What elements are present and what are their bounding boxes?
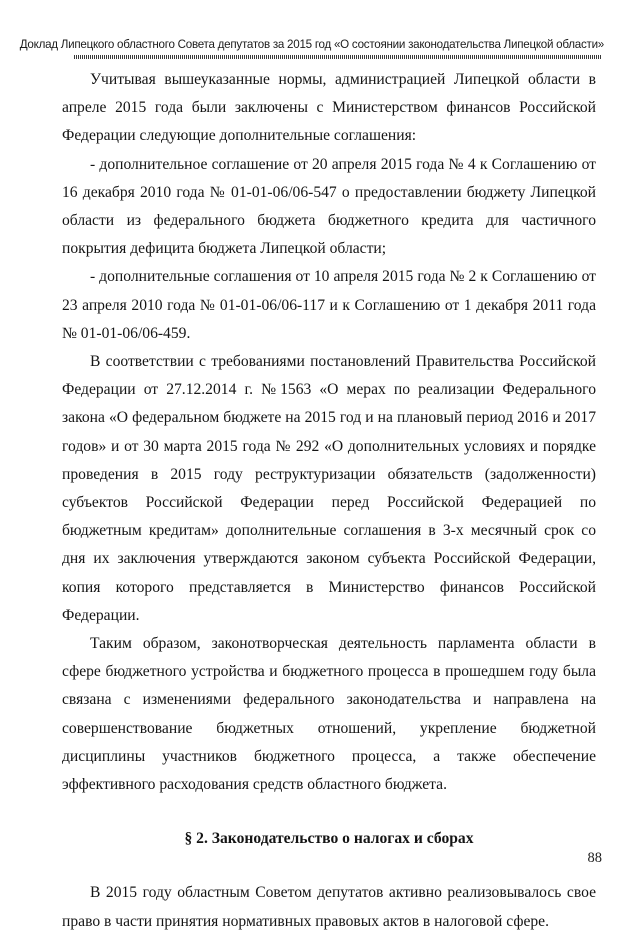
body-paragraph-5: Таким образом, законотворческая деятельность парламента области в сфере бюджетного устройства и бюджетного процесса в прошедшем году была связана с изменениями федерального законодательства и направлена на совершенствование бюджетных отношений, укрепление бюджетной дисциплины участников бюджетного процесса, а также обеспечение эффективного расходования средств областного бюджета. xyxy=(62,635,596,794)
body-paragraph-1: Учитывая вышеуказанные нормы, администрацией Липецкой области в апреле 2015 года были заключены с Министерством финансов Российской Федерации следующие дополнительные соглашения: xyxy=(62,71,596,145)
header-divider xyxy=(74,55,602,59)
page-number: 88 xyxy=(587,850,602,866)
body-paragraph-3: - дополнительные соглашения от 10 апреля 2015 года № 2 к Соглашению от 23 апреля 2010 года № 01-01-06/06-117 и к Соглашению от 1 декабря 2011 года № 01-01-06/06-459. xyxy=(62,268,596,342)
body-paragraph-4: В соответствии с требованиями постановлений Правительства Российской Федерации от 27.12.2014 г. №1563 «О мерах по реализации Федерального закона «О федеральном бюджете на 2015 год и на плановый период 2016 и 2017 годов» и от 30 марта 2015 года № 292 «О дополнительных условиях и порядке проведения в 2015 году реструктуризации обязательств (задолженности) субъектов Российской Федерации перед Российской Федерацией по бюджетным кредитам» дополнительные соглашения в 3-х месячный срок со дня их заключения утверждаются законом субъекта Российской Федерации, копия которого представляется в Министерство финансов Российской Федерации. xyxy=(62,353,596,624)
document-body xyxy=(62,66,596,936)
body-paragraph-2: - дополнительное соглашение от 20 апреля 2015 года № 4 к Соглашению от 16 декабря 2010 года № 01-01-06/06-547 о предоставлении бюджету Липецкой области из федерального бюджета бюджетного кредита для частичного покрытия дефицита бюджета Липецкой области; xyxy=(62,155,596,258)
running-header-title: Доклад Липецкого областного Совета депутатов за 2015 год «О состоянии законодательства Липецкой области» xyxy=(19,38,604,51)
body-paragraph-6: В 2015 году областным Советом депутатов активно реализовывалось свое право в части принятия нормативных правовых актов в налоговой сфере. xyxy=(62,884,596,930)
section-heading: § 2. Законодательство о налогах и сборах xyxy=(184,830,474,848)
